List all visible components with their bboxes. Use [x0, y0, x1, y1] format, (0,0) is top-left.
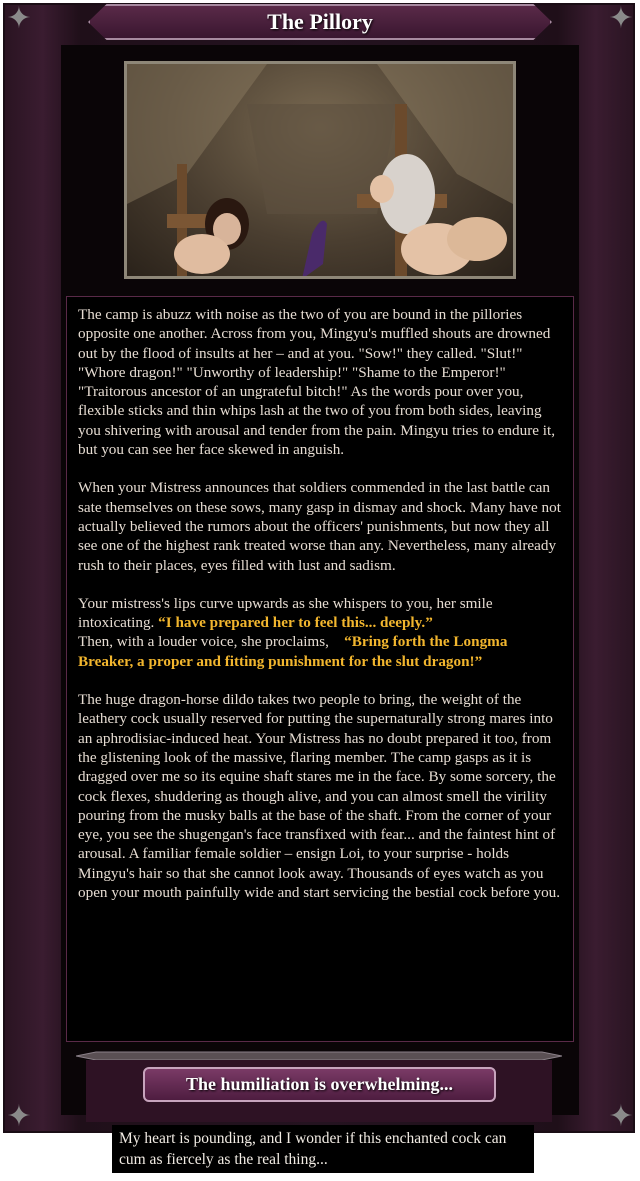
corner-ornament-icon: ✦ [6, 2, 32, 35]
mistress-speech: “I have prepared her to feel this... deeply.” [158, 614, 433, 632]
corner-ornament-icon: ✦ [608, 2, 634, 35]
story-paragraph: The camp is abuzz with noise as the two of you are bound in the pillories opposite one another. Across from you, Mingyu's muffled shouts are drowned out by the flood of insults at her – and at you. "Sow!" they called. "Slut!" "Whore dragon!" "Unworthy of leadership!" "Shame to the Emperor!" "Traitorous ancestor of an ungrateful bitch!" As the words pour over you, flexible sticks and thin whips lash at the two of you from both sides, leaving you shivering with arousal and tender from the pain. Mingyu tries to endure it, but you can see her face skewed in anguish. [78, 306, 556, 459]
continue-choice-button[interactable]: The humiliation is overwhelming... [143, 1067, 496, 1102]
page-title: The Pillory [267, 9, 373, 34]
story-text: Your mistress's lips curve upwards as she whispers to you, her smile intoxicating. [78, 594, 493, 632]
story-paragraph: The huge dragon-horse dildo takes two people to bring, the weight of the leathery cock usually reserved for putting the supernaturally strong mares into an aphrodisiac-induced heat. Your Mistress has no doubt prepared it too, from the glistening look of the massive, flaring member. The camp gasps as it is dragged over me so its equine shaft stares me in the face. By some sorcery, the cock flexes, shuddering as though alive, and you can almost smell the virility pouring from the musky balls at the base of the shaft. From the corner of your eye, you see the shugengan's face transfixed with fear... and the faintest hint of arousal. A familiar female soldier – ensign Loi, to your surprise - holds Mingyu's hair so that she cannot look away. Thousands of eyes watch as you open your mouth painfully wide and start servicing the bestial cock before you. [78, 691, 561, 902]
story-text-panel [66, 296, 574, 1042]
choice-tooltip: My heart is pounding, and I wonder if this enchanted cock can cum as fiercely as the real thing... [112, 1125, 534, 1173]
mistress-speech: “Bring forth the Longma Breaker, a proper and fitting punishment for the slut dragon!” [78, 633, 508, 670]
corner-ornament-icon: ✦ [6, 1100, 32, 1133]
corner-ornament-icon: ✦ [608, 1100, 634, 1133]
scene-illustration [124, 61, 516, 279]
story-text: Then, with a louder voice, she proclaims, [78, 633, 329, 651]
story-paragraph [78, 594, 563, 671]
story-paragraph: When your Mistress announces that soldiers commended in the last battle can sate themselves on these sows, many gasp in dismay and shock. Many have not actually believed the rumors about the officers' punishments, but now they all see one of the highest rank treated worse than any. Nevertheless, many already rush to their places, eyes filled with lust and sadism. [78, 479, 561, 574]
